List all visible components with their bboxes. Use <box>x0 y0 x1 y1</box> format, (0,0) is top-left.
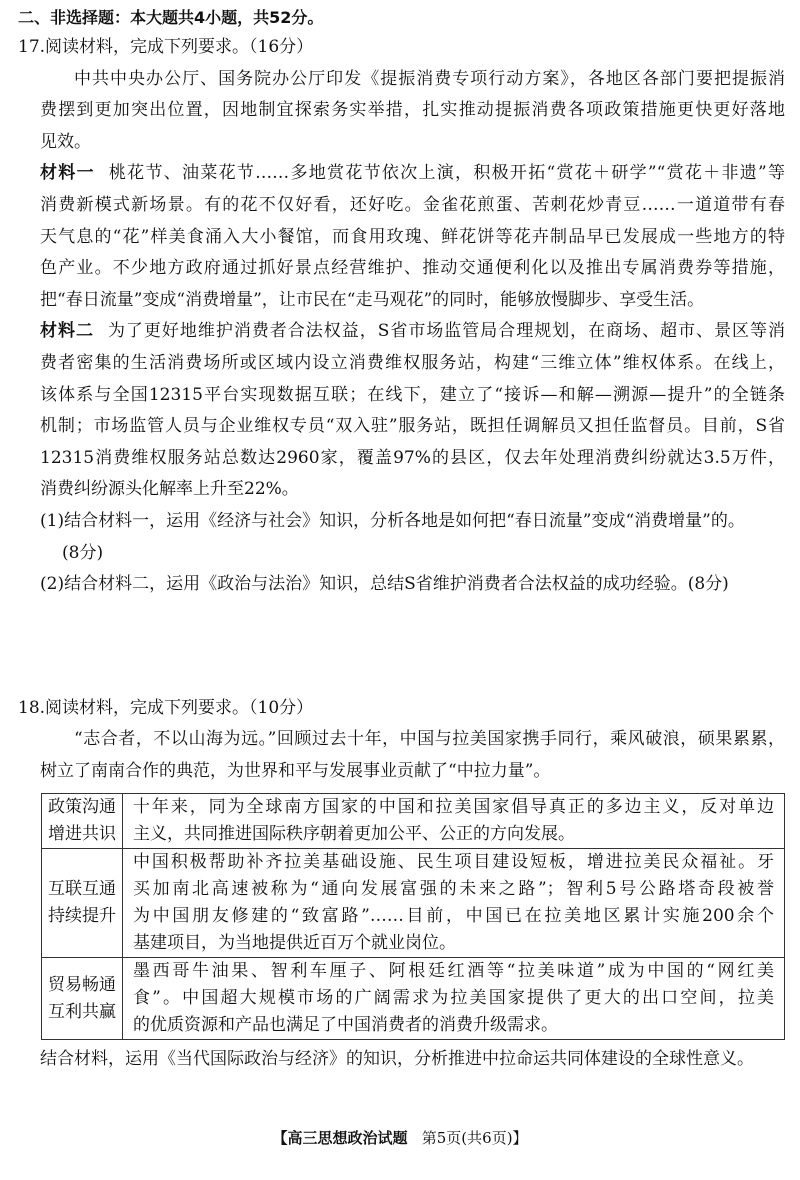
section-header: 二、非选择题：本大题共4小题，共52分。 <box>18 8 324 27</box>
intro-line: 费摆到更加突出位置，因地制宜探索务实举措，扎实推动提振消费各项政策措施更快更好落地 <box>40 100 785 121</box>
cell-line: 主义，共同推进国际秩序朝着更加公平、公正的方向发展。 <box>133 824 575 845</box>
q17-intro <box>40 64 785 159</box>
footer-page: 第5页(共6页)】 <box>421 1129 528 1148</box>
material-line: 该体系与全国12315平台实现数据互联；在线下，建立了“接诉—和解—溯源—提升”的全链条 <box>40 384 785 405</box>
q18-intro <box>40 724 785 787</box>
row-content <box>123 958 785 1040</box>
table-row <box>42 849 785 958</box>
material-line: 费者密集的生活消费场所或区域内设立消费维权服务站，构建“三维立体”维权体系。在线上， <box>40 352 785 373</box>
intro-line: 树立了南南合作的典范，为世界和平与发展事业贡献了“中拉力量”。 <box>40 760 551 781</box>
q18-question <box>40 1044 785 1076</box>
material-line: 12315消费维权服务站总数达2960家，覆盖97%的县区，仅去年处理消费纠纷就达3.5万件， <box>40 447 785 468</box>
material-line <box>40 316 785 348</box>
cell-line: 十年来，同为全球南方国家的中国和拉美国家倡导真正的多边主义，反对单边 <box>133 797 774 818</box>
cell-line: 食”。中国超大规模市场的广阔需求为拉美国家提供了更大的出口空间，拉美 <box>133 988 774 1009</box>
material-line: 消费纠纷源头化解率上升至22%。 <box>40 479 299 500</box>
table-row <box>42 958 785 1040</box>
row-label-line: 互联互通 <box>48 879 116 900</box>
subquestion-1-score: (8分) <box>62 542 104 563</box>
subquestion-2-text: (2)结合材料二，运用《政治与法治》知识，总结S省维护消费者合法权益的成功经验。(8分) <box>40 574 729 595</box>
material-label: 材料二 <box>40 321 94 342</box>
row-label-line: 持续提升 <box>48 906 116 927</box>
footer-title: 【高三思想政治试题 <box>272 1129 408 1148</box>
material-label: 材料一 <box>40 163 95 184</box>
row-label-line: 互利共赢 <box>48 1001 116 1022</box>
table-row <box>42 794 785 849</box>
cell-line: 买加南北高速被称为“通向发展富强的未来之路”；智利5号公路塔奇段被誉 <box>133 879 774 900</box>
q17-subquestion-1 <box>40 506 785 569</box>
page-footer <box>0 1126 800 1150</box>
q18-question-text: 结合材料，运用《当代国际政治与经济》的知识，分析推进中拉命运共同体建设的全球性意义。 <box>40 1049 754 1070</box>
question-17-title: 17.阅读材料，完成下列要求。（16分） <box>18 37 314 57</box>
row-label <box>42 849 123 958</box>
cell-line: 中国积极帮助补齐拉美基础设施、民生项目建设短板，增进拉美民众福祉。牙 <box>133 852 774 873</box>
row-label-line: 贸易畅通 <box>48 974 116 995</box>
material-line: 机制；市场监管人员与企业维权专员“双入驻”服务站，既担任调解员又担任监督员。目前，S省 <box>40 416 785 437</box>
subquestion-1-text: (1)结合材料一，运用《经济与社会》知识，分析各地是如何把“春日流量”变成“消费增量”的。 <box>40 510 745 531</box>
cell-line: 墨西哥牛油果、智利车厘子、阿根廷红酒等“拉美味道”成为中国的“网红美 <box>133 961 774 982</box>
q17-material-2 <box>40 316 785 506</box>
material-text: 为了更好地维护消费者合法权益，S省市场监管局合理规划，在商场、超市、景区等消 <box>107 321 785 342</box>
row-content <box>123 849 785 958</box>
q17-subquestion-2 <box>40 569 785 601</box>
q17-material-1 <box>40 158 785 316</box>
row-label-line: 政策沟通 <box>48 797 116 818</box>
intro-line: “志合者，不以山海为远。”回顾过去十年，中国与拉美国家携手同行，乘风破浪，硕果累累， <box>74 729 785 750</box>
material-line: 消费新模式新场景。有的花不仅好看，还好吃。金雀花煎蛋、苦刺花炒青豆……一道道带有春 <box>40 194 785 215</box>
material-text: 桃花节、油菜花节……多地赏花节依次上演，积极开拓“赏花＋研学”“赏花＋非遗”等 <box>108 163 786 184</box>
cell-line: 的优质资源和产品也满足了中国消费者的消费升级需求。 <box>133 1015 558 1036</box>
material-line: 色产业。不少地方政府通过抓好景点经营维护、推动交通便利化以及推出专属消费券等措施， <box>40 258 785 279</box>
intro-line: 中共中央办公厅、国务院办公厅印发《提振消费专项行动方案》，各地区各部门要把提振消 <box>74 68 785 89</box>
row-label-line: 增进共识 <box>48 824 116 845</box>
intro-line: 见效。 <box>40 131 91 152</box>
material-line <box>40 158 785 190</box>
material-line: 天气息的“花”样美食涌入大小餐馆，而食用玫瑰、鲜花饼等花卉制品早已发展成一些地方的特 <box>40 226 785 247</box>
row-content <box>123 794 785 849</box>
row-label <box>42 794 123 849</box>
material-line: 把“春日流量”变成“消费增量”，让市民在“走马观花”的同时，能够放慢脚步、享受生活。 <box>40 289 705 310</box>
material-table <box>41 793 785 1040</box>
question-18-title: 18.阅读材料，完成下列要求。（10分） <box>18 697 314 718</box>
cell-line: 基建项目，为当地提供近百万个就业岗位。 <box>133 933 456 954</box>
row-label <box>42 958 123 1040</box>
cell-line: 为中国朋友修建的“致富路”……目前，中国已在拉美地区累计实施200余个 <box>133 906 774 927</box>
